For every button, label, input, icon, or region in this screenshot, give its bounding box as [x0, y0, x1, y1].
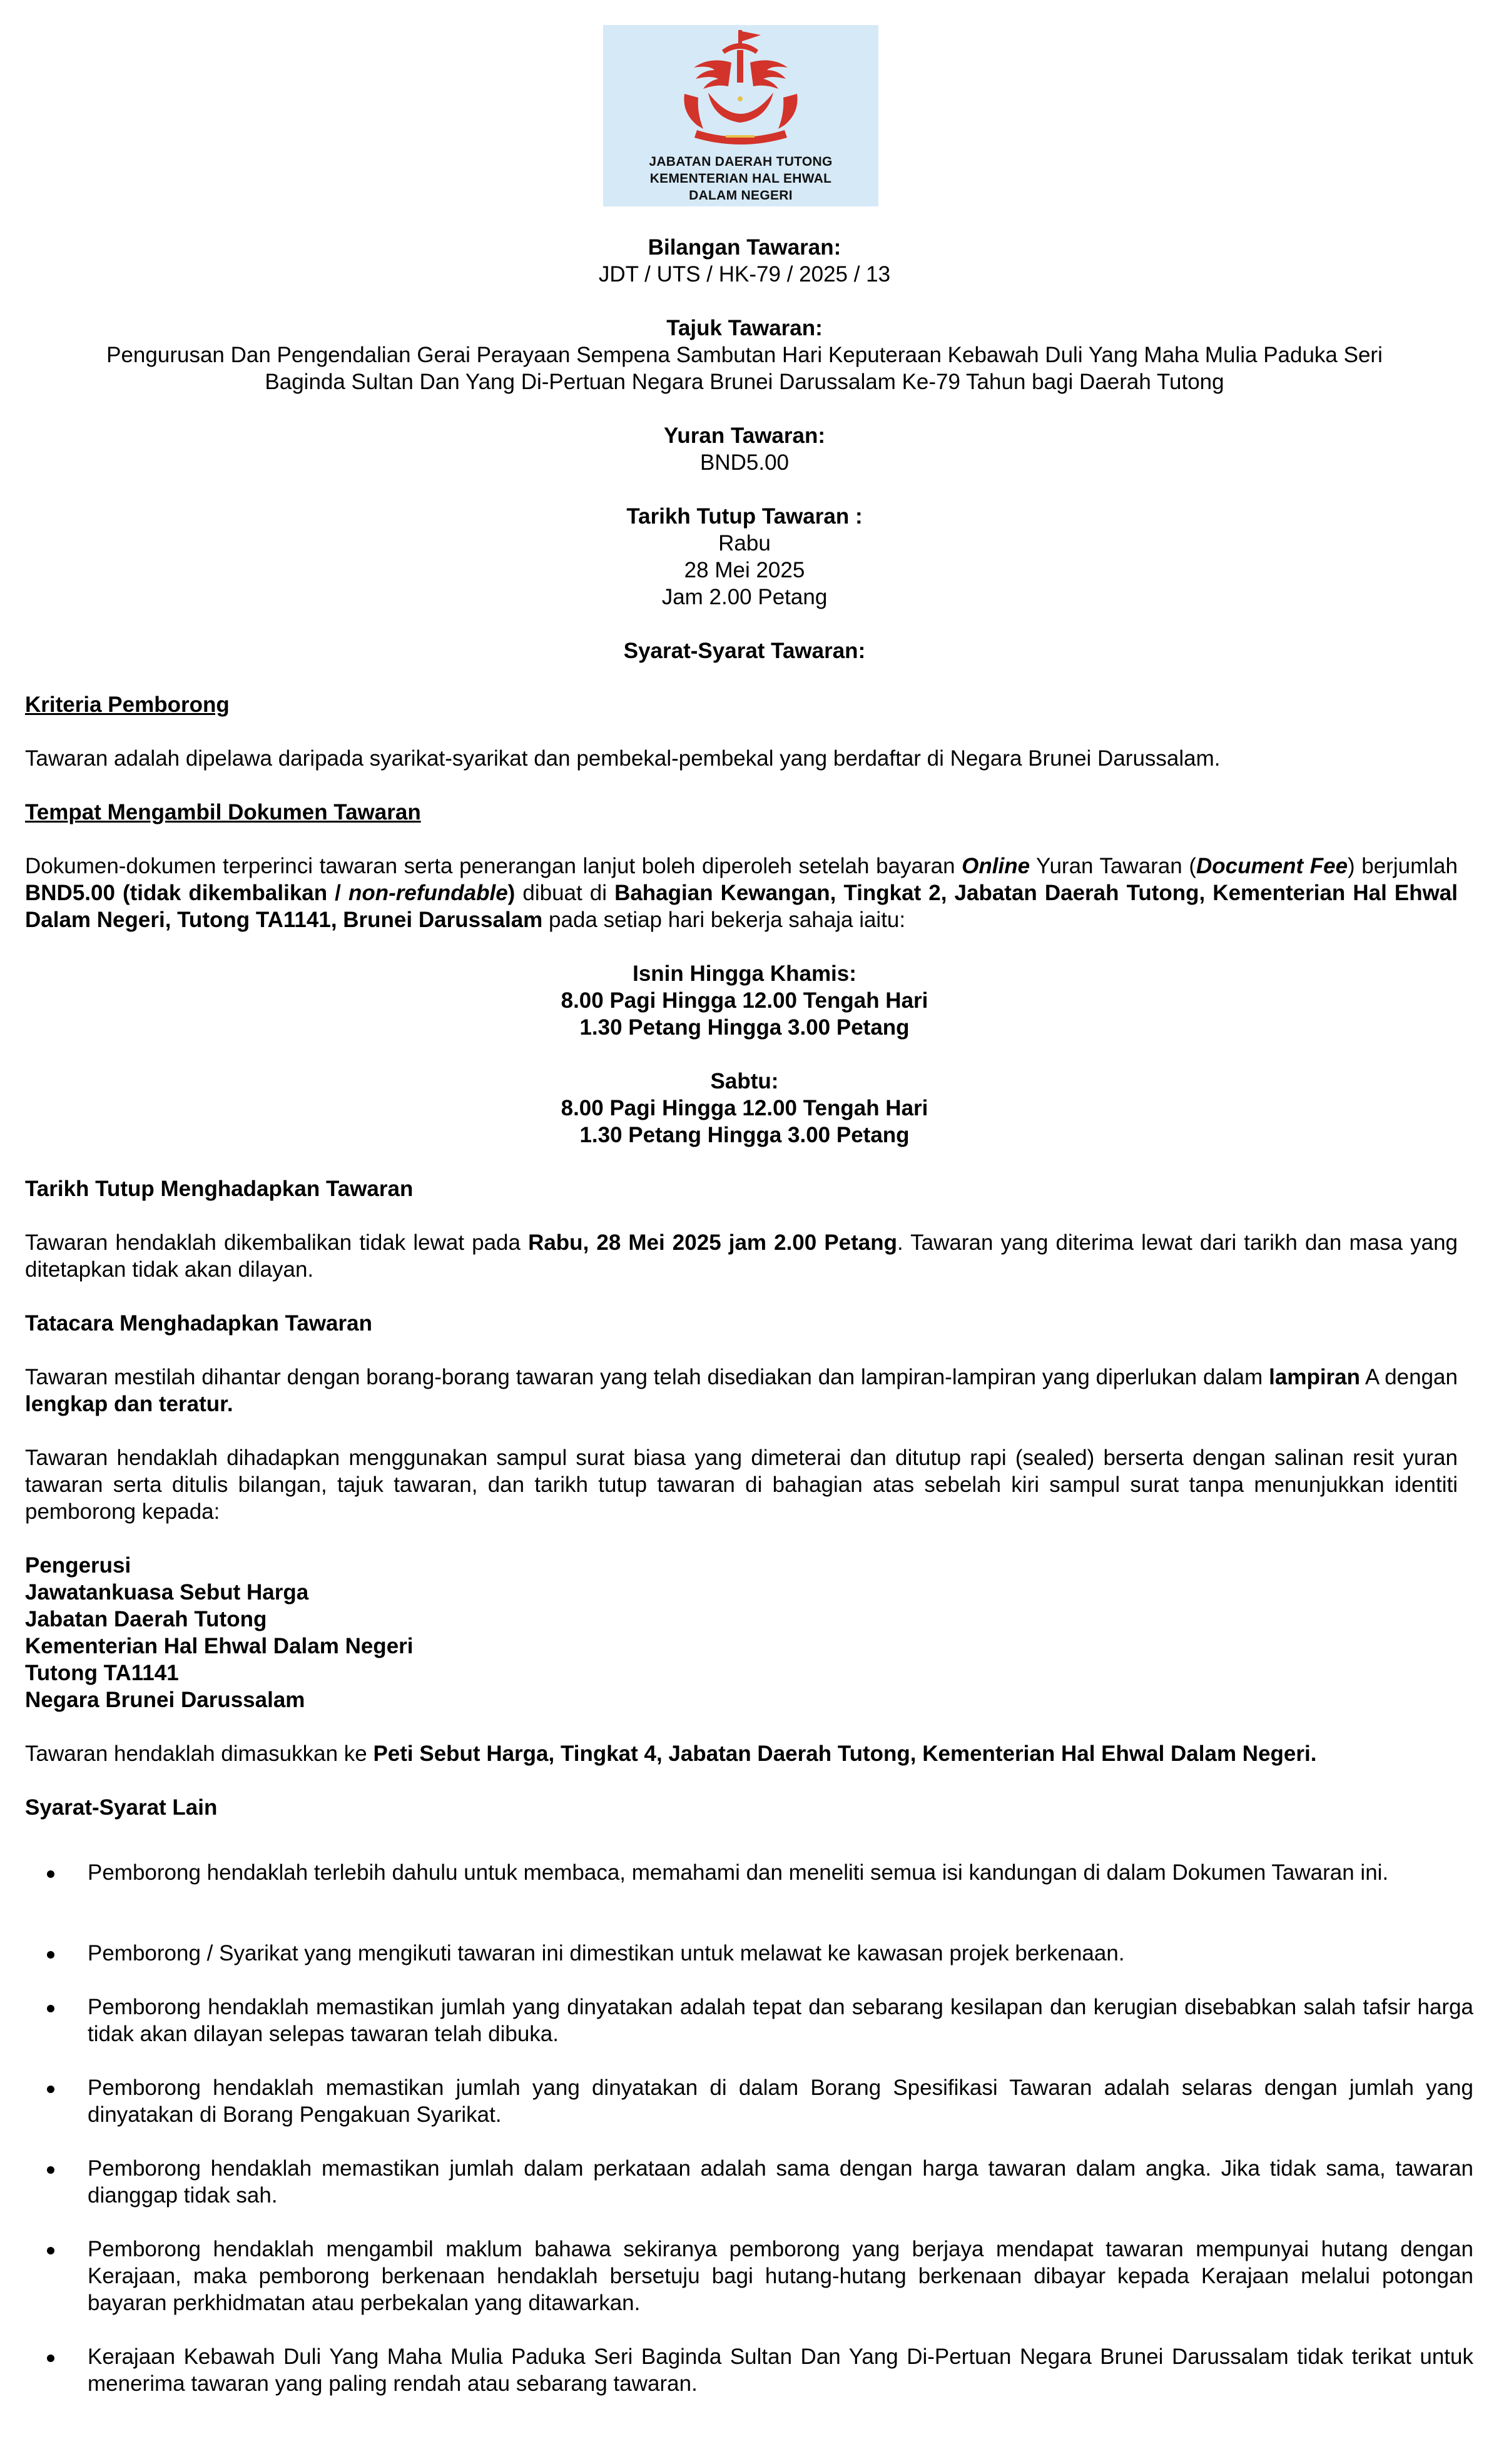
weekday-slot-2: 1.30 Petang Hingga 3.00 Petang [579, 1015, 910, 1040]
tajuk-line-1: Pengurusan Dan Pengendalian Gerai Perayaan Sempena Sambutan Hari Keputeraan Kebawah Duli Yang Maha Mulia Paduka Seri [106, 343, 1383, 367]
list-item-text: Pemborong hendaklah terlebih dahulu untuk membaca, memahami dan meneliti semua isi kandungan di dalam Dokumen Tawaran ini. [88, 1860, 1389, 1885]
address-line-5: Tutong TA1141 [25, 1661, 179, 1685]
saturday-label: Sabtu: [710, 1069, 779, 1093]
bullet-icon [47, 2166, 54, 2174]
tutup-paragraph: Tawaran hendaklah dikembalikan tidak lewat pada Rabu, 28 Mei 2025 jam 2.00 Petang. Tawaran yang diterima lewat dari tarikh dan masa yang ditetapkan tidak akan dilayan. [25, 1230, 1458, 1282]
yuran-value: BND5.00 [699, 450, 790, 475]
bullet-icon [47, 1951, 54, 1959]
bullet-icon [47, 2355, 54, 2362]
lain-heading: Syarat-Syarat Lain [25, 1795, 218, 1820]
tarikh-tutup-label: Tarikh Tutup Tawaran : [626, 504, 863, 529]
logo-line-3: DALAM NEGERI [689, 188, 793, 203]
bilangan-value: JDT / UTS / HK-79 / 2025 / 13 [598, 262, 891, 286]
address-line-4: Kementerian Hal Ehwal Dalam Negeri [25, 1634, 414, 1658]
tarikh-tutup-time: Jam 2.00 Petang [661, 585, 828, 609]
department-logo [603, 25, 878, 206]
address-line-2: Jawatankuasa Sebut Harga [25, 1580, 309, 1605]
syarat-label: Syarat-Syarat Tawaran: [623, 639, 866, 663]
bullet-icon [47, 2005, 54, 2012]
tutup-heading: Tarikh Tutup Menghadapkan Tawaran [25, 1177, 414, 1201]
bullet-icon [47, 2086, 54, 2093]
tempat-paragraph: Dokumen-dokumen terperinci tawaran serta penerangan lanjut boleh diperoleh setelah bayaran Online Yuran Tawaran (Document Fee) berjumlah BND5.00 (tidak dikembalikan / non-refundable) dibuat di Bahagian Kewangan, Tingkat 2, Jabatan Daerah Tutong, Kementerian Hal Ehwal Dalam Negeri, Tutong TA1141, Brunei Darussalam pada setiap hari bekerja sahaja iaitu: [25, 854, 1458, 932]
weekday-label: Isnin Hingga Khamis: [633, 961, 856, 986]
logo-line-1: JABATAN DAERAH TUTONG [649, 155, 833, 169]
saturday-slot-1: 8.00 Pagi Hingga 12.00 Tengah Hari [561, 1096, 928, 1120]
tajuk-line-2: Baginda Sultan Dan Yang Di-Pertuan Negara Brunei Darussalam Ke-79 Tahun bagi Daerah Tutong [265, 370, 1224, 394]
logo-line-2: KEMENTERIAN HAL EHWAL [649, 171, 832, 186]
tatacara-paragraph-1: Tawaran mestilah dihantar dengan borang-borang tawaran yang telah disediakan dan lampiran-lampiran yang diperlukan dalam lampiran A dengan lengkap dan teratur. [25, 1365, 1458, 1416]
tempat-heading: Tempat Mengambil Dokumen Tawaran [25, 800, 421, 824]
tajuk-label: Tajuk Tawaran: [666, 316, 823, 340]
tatacara-paragraph-2: Tawaran hendaklah dihadapkan menggunakan sampul surat biasa yang dimeterai dan ditutup rapi (sealed) berserta dengan salinan resit yuran tawaran serta ditulis bilangan, tajuk tawaran, dan tarikh tutup tawaran di bahagian atas sebelah kiri sampul surat tanpa menunjukkan identiti pemborong kepada: [25, 1446, 1458, 1524]
bullet-icon [47, 1870, 54, 1878]
bilangan-label: Bilangan Tawaran: [648, 235, 841, 260]
tatacara-paragraph-3: Tawaran hendaklah dimasukkan ke Peti Sebut Harga, Tingkat 4, Jabatan Daerah Tutong, Kementerian Hal Ehwal Dalam Negeri. [25, 1742, 1317, 1766]
list-item-text: Pemborong hendaklah mengambil maklum bahawa sekiranya pemborong yang berjaya mendapat tawaran mempunyai hutang dengan Kerajaan, maka pemborong berkenaan hendaklah bersetuju bagi hutang-hutang berkenaan dibayar kepada Kerajaan melalui potongan bayaran perkhidmatan atau perbekalan yang ditawarkan. [88, 2237, 1473, 2315]
yuran-label: Yuran Tawaran: [663, 423, 826, 448]
list-item-text: Pemborong hendaklah memastikan jumlah dalam perkataan adalah sama dengan harga tawaran dalam angka. Jika tidak sama, tawaran dianggap tidak sah. [88, 2156, 1473, 2208]
list-item-text: Kerajaan Kebawah Duli Yang Maha Mulia Paduka Seri Baginda Sultan Dan Yang Di-Pertuan Negara Brunei Darussalam tidak terikat untuk menerima tawaran yang paling rendah atau sebarang tawaran. [88, 2345, 1473, 2396]
bullet-icon [47, 2247, 54, 2254]
weekday-slot-1: 8.00 Pagi Hingga 12.00 Tengah Hari [561, 988, 928, 1013]
tarikh-tutup-date: 28 Mei 2025 [684, 558, 805, 582]
list-item-text: Pemborong hendaklah memastikan jumlah yang dinyatakan adalah tepat dan sebarang kesilapan dan kerugian disebabkan salah tafsir harga tidak akan dilayan selepas tawaran telah dibuka. [88, 1995, 1473, 2046]
kriteria-heading: Kriteria Pemborong [25, 692, 230, 717]
address-line-1: Pengerusi [25, 1553, 131, 1578]
kriteria-text: Tawaran adalah dipelawa daripada syarikat-syarikat dan pembekal-pembekal yang berdaftar di Negara Brunei Darussalam. [25, 746, 1221, 771]
tarikh-tutup-day: Rabu [718, 531, 771, 555]
saturday-slot-2: 1.30 Petang Hingga 3.00 Petang [579, 1123, 910, 1147]
address-line-6: Negara Brunei Darussalam [25, 1688, 305, 1712]
list-item-text: Pemborong hendaklah memastikan jumlah yang dinyatakan di dalam Borang Spesifikasi Tawaran adalah selaras dengan jumlah yang dinyatakan di Borang Pengakuan Syarikat. [88, 2076, 1473, 2127]
tatacara-heading: Tatacara Menghadapkan Tawaran [25, 1311, 372, 1336]
address-line-3: Jabatan Daerah Tutong [25, 1607, 267, 1631]
list-item-text: Pemborong / Syarikat yang mengikuti tawaran ini dimestikan untuk melawat ke kawasan projek berkenaan. [88, 1941, 1125, 1965]
